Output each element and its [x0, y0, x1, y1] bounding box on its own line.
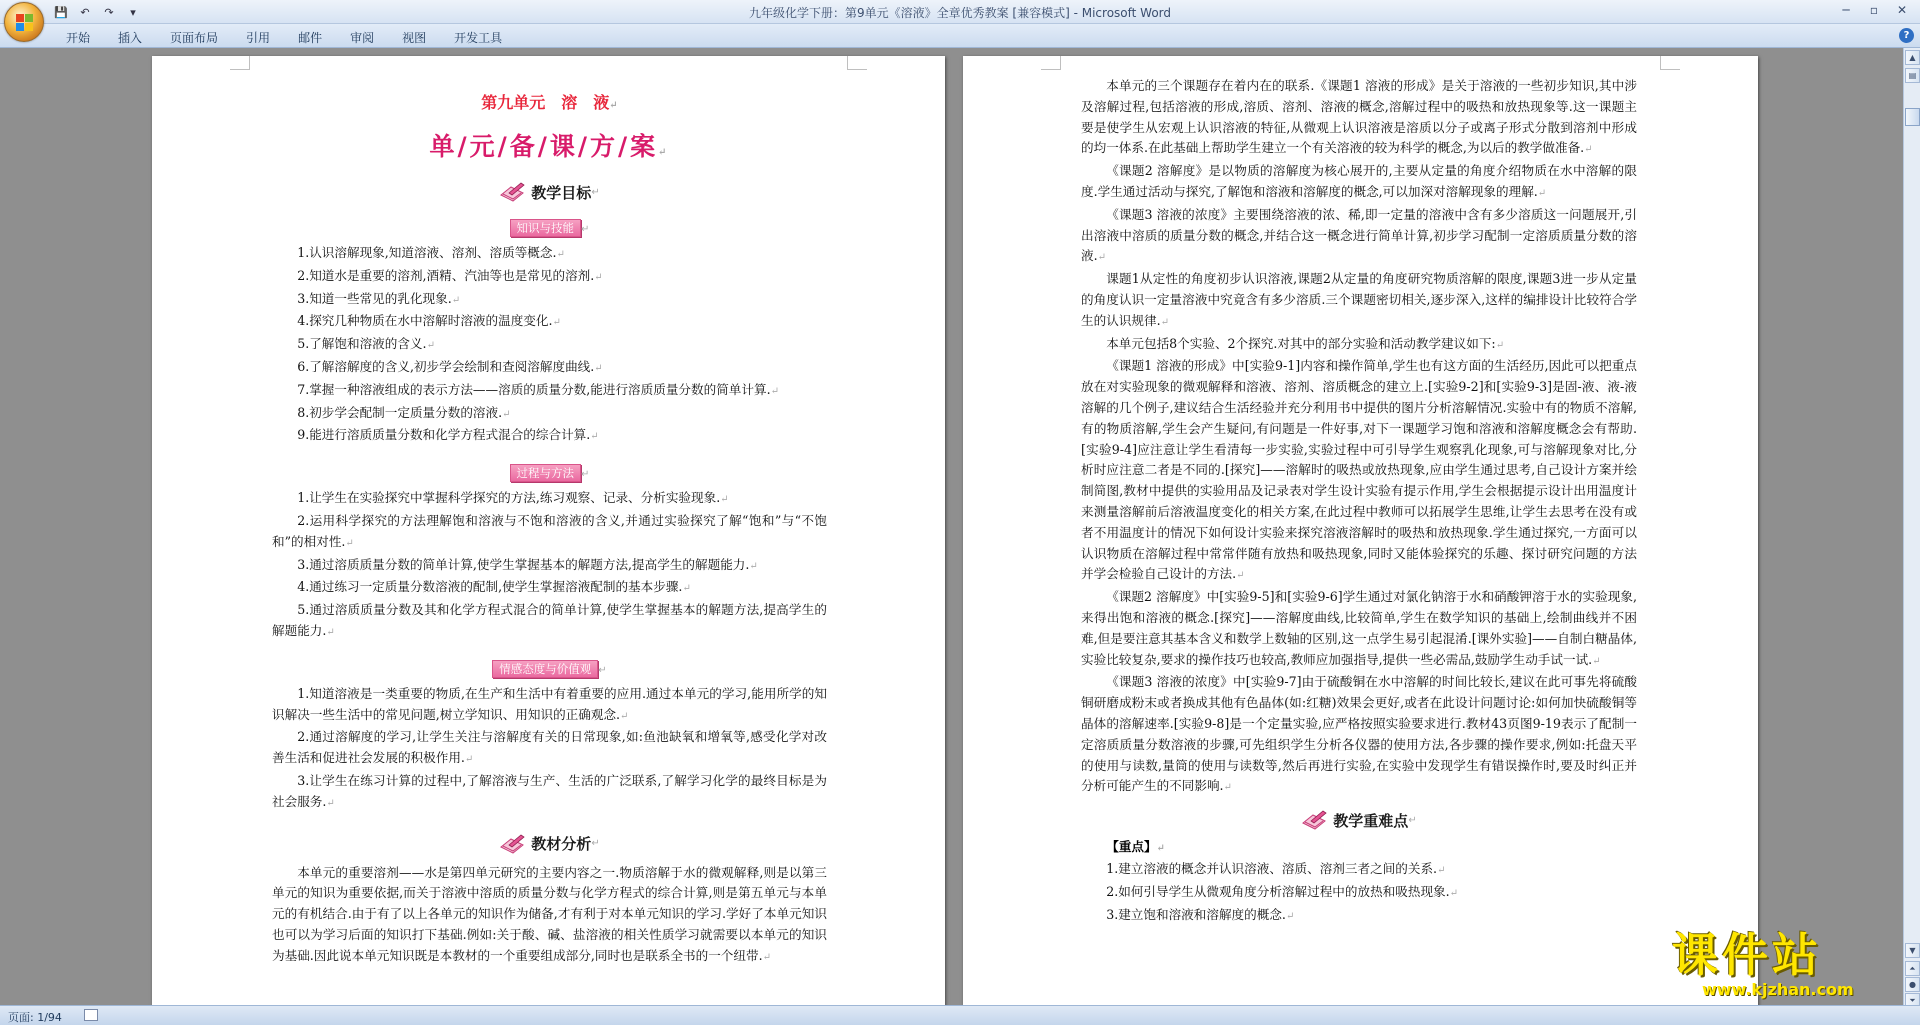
ribbon-tabs: [52, 29, 516, 46]
list-item: 7.掌握一种溶液组成的表示方法——溶质的质量分数,能进行溶质质量分数的简单计算.↵: [297, 381, 779, 397]
list-item: 3.让学生在练习计算的过程中,了解溶液与生产、生活的广泛联系,了解学习化学的最终目标是为社会服务.↵: [272, 772, 827, 809]
tab-insert[interactable]: 插入: [118, 31, 143, 45]
paragraph: 《课题3 溶液的浓度》主要围绕溶液的浓、稀,即一定量的溶液中含有多少溶质这一问题展开,引出溶液中溶质的质量分数的概念,并结合这一概念进行简单计算,初步学习配制一定溶质质量分数的溶液.↵: [1081, 206, 1637, 264]
status-bar: [0, 1005, 1920, 1025]
list-item: 9.能进行溶质质量分数和化学方程式混合的综合计算.↵: [297, 427, 599, 443]
help-icon[interactable]: ?: [1899, 28, 1914, 43]
window-title: 九年级化学下册：第9单元《溶液》全章优秀教案 [兼容模式] - Microsoft Word: [748, 6, 1172, 20]
unit-title: 第九单元 溶 液↵: [481, 93, 618, 112]
paragraph: 本单元的三个课题存在着内在的联系.《课题1 溶液的形成》是关于溶液的一些初步知识,其中涉及溶解过程,包括溶液的形成,溶质、溶剂、溶液的概念,溶解过程中的吸热和放热现象等.这一课题主要是使学生从宏观上认识溶液的特征,从微观上认识溶液是溶质以分子或离子形式分散到溶剂中形成的均一体系.在此基础上帮助学生建立一个有关溶液的较为科学的概念,为以后的教学做准备.↵: [1081, 78, 1637, 156]
list-item: 5.了解饱和溶液的含义.↵: [297, 336, 435, 352]
scroll-up-icon[interactable]: ▲: [1905, 50, 1920, 65]
title-bar: [0, 0, 1920, 24]
tab-page-layout[interactable]: 页面布局: [170, 31, 219, 45]
list-item: 5.通过溶质质量分数及其和化学方程式混合的简单计算,使学生掌握基本的解题方法,提高学生的解题能力.↵: [272, 602, 827, 638]
pen-book-icon: [1301, 809, 1327, 831]
key-points-label: 【重点】↵: [1106, 839, 1165, 855]
tab-mailings[interactable]: 邮件: [298, 31, 323, 45]
list-item: 1.让学生在实验探究中掌握科学探究的方法,练习观察、记录、分析实验现象.↵: [297, 490, 729, 506]
redo-icon[interactable]: ↷: [104, 5, 114, 19]
section-heading-analysis: 教材分析 ↵: [272, 833, 827, 855]
list-item: 2.运用科学探究的方法理解饱和溶液与不饱和溶液的含义,并通过实验探究了解“饱和”与“不饱和”的相对性.↵: [272, 512, 827, 549]
main-title: 单/元/备/课/方/案↵: [429, 132, 670, 161]
page-1-content: 第九单元 溶 液↵ 单/元/备/课/方/案↵ 教学目标 ↵ 知识与技能 ↵ 1.认识溶解现象,知道溶液、溶剂、溶质等概念.↵ 2.知道水是重要的溶剂,酒精、汽油等也是常见的溶剂.↵ 3.知道一些常见的乳化现象.↵ 4.探究几种物质在水中溶解时溶液的温度变化.↵ 5.了解饱和溶液的含义.↵ 6.了解溶解度的含义,初步学会绘制和查阅溶解度曲线.↵ 7.掌握一种溶液组成的表示方法——溶质的质量分数,能进行溶质质量分数的简单计算.↵ 8.初步学会配制一定质量分数的溶液.↵ 9.能进行溶质质量分数和化学方程式混合的综合计算.↵ 过程与方法 ↵ 1.让学生在实验探究中掌握科学探究的方法,练习观察、记录、分析实验现象.↵ 2.运用科学探究的方法理解饱和溶液与不饱和溶液的含义,并通过实验探究了解“饱和”与“不饱和”的相对性.↵ 3.通过溶质质量分数的简单计算,使学生掌握基本的解题方法,提高学生的解题能力.↵ 4.通过练习一定质量分数溶液的配制,使学生掌握溶液配制的基本步骤.↵ 5.通过溶质质量分数及其和化学方程式混合的简单计算,使学生掌握基本的解题方法,提高学生的解题能力.↵ 情感态度与价值观 ↵ 1.知道溶液是一类重要的物质,在生产和生活中有着重要的应用.通过本单元的学习,能用所学的知识解决一些生活中的常见问题,树立学知识、用知识的正确观念.↵ 2.通过溶解度的学习,让学生关注与溶解度有关的日常现象,如:鱼池缺氧和增氧等,感受化学对改善生活和促进社会发展的积极作用.↵ 3.让学生在练习计算的过程中,了解溶液与生产、生活的广泛联系,了解学习化学的最终目标是为社会服务.↵ 教材分析 ↵ 本单元的重要溶剂——水是第四单元研究的主要内容之一.物质溶解于水的微观解释,则是以第三单元的知识为重要依据,而关于溶液中溶质的质量分数与化学方程式的综合计算,则是第五单元与本单元的有机结合.由于有了以上各单元的知识作为储备,才有利于对本单元知识的学习.学好了本单元知识也可以为学习后面的知识打下基础.例如:关于酸、碱、盐溶液的相关性质学习就需要以本单元的知识为基础.因此说本单元知识既是本教材的一个重要组成部分,同时也是联系全书的一个纽带.↵: [272, 86, 827, 969]
document-page-2[interactable]: [963, 56, 1758, 1005]
page-count[interactable]: 页面: 1/94: [8, 1011, 62, 1024]
proofing-icon[interactable]: [84, 1009, 98, 1021]
list-item: 6.了解溶解度的含义,初步学会绘制和查阅溶解度曲线.↵: [297, 358, 603, 374]
office-button[interactable]: [4, 2, 44, 42]
document-page-1[interactable]: [152, 56, 945, 1005]
office-logo-icon: [16, 14, 34, 32]
list-item: 8.初步学会配制一定质量分数的溶液.↵: [297, 404, 511, 420]
knowledge-list: [272, 243, 827, 448]
unit-description-paragraphs: [1081, 76, 1637, 799]
list-item: 2.如何引导学生从微观角度分析溶解过程中的放热和吸热现象.↵: [1106, 883, 1459, 899]
section-heading-objectives: 教学目标 ↵: [272, 181, 827, 203]
close-icon[interactable]: ✕: [1896, 3, 1908, 17]
paragraph: 本单元包括8个实验、2个探究.对其中的部分实验和活动教学建议如下:↵: [1106, 335, 1505, 351]
save-icon[interactable]: 💾: [54, 5, 68, 19]
window-controls: [1832, 0, 1916, 20]
paragraph: 《课题3 溶液的浓度》中[实验9-7]由于硫酸铜在水中溶解的时间比较长,建议在此可事先将硫酸铜研磨成粉末或者换成其他有色晶体(如:红糖)效果会更好,或者在此设计问题讨论:如何加快硫酸铜等晶体的溶解速率.[实验9-8]是一个定量实验,应严格按照实验要求进行.教材43页图9-19表示了配制一定溶质质量分数溶液的步骤,可先组织学生分析各仪器的使用方法,各步骤的操作要求,例如:托盘天平的使用与读数,量筒的使用与读数等,然后再进行实验,在实验中发现学生有错误操作时,要及时纠正并分析可能产生的不同影响.↵: [1081, 674, 1637, 794]
list-item: 2.通过溶解度的学习,让学生关注与溶解度有关的日常现象,如:鱼池缺氧和增氧等,感受化学对改善生活和促进社会发展的积极作用.↵: [272, 729, 827, 766]
tab-review[interactable]: 审阅: [350, 31, 375, 45]
restore-icon[interactable]: ▫: [1869, 3, 1879, 17]
tab-view[interactable]: 视图: [402, 31, 427, 45]
scroll-thumb[interactable]: [1905, 108, 1920, 126]
crop-mark: [230, 56, 250, 70]
tag-emotion-values: 情感态度与价值观: [492, 660, 598, 678]
section-heading-key-points: 教学重难点 ↵: [1081, 809, 1637, 831]
browse-object-icon[interactable]: ●: [1905, 977, 1920, 992]
tag-knowledge-skills: 知识与技能: [510, 219, 582, 237]
list-item: 3.建立饱和溶液和溶解度的概念.↵: [1106, 906, 1295, 922]
key-points-list: [1081, 859, 1637, 927]
pen-book-icon: [499, 833, 525, 855]
tag-process-methods: 过程与方法: [510, 464, 582, 482]
pen-book-icon: [499, 181, 525, 203]
list-item: 4.探究几种物质在水中溶解时溶液的温度变化.↵: [297, 313, 561, 329]
crop-mark: [847, 56, 867, 70]
paragraph: 《课题2 溶解度》是以物质的溶解度为核心展开的,主要从定量的角度介绍物质在水中溶解的限度.学生通过活动与探究,了解饱和溶液和溶解度的概念,可以加深对溶解现象的理解.↵: [1081, 163, 1637, 199]
list-item: 3.知道一些常见的乳化现象.↵: [297, 290, 461, 306]
paragraph: 《课题2 溶解度》中[实验9-5]和[实验9-6]学生通过对氯化钠溶于水和硝酸钾溶于水的实验现象,来得出饱和溶液的概念.[探究]——溶解度曲线,比较简单,学生在数学知识的基础上,绘制曲线并不困难,但是要注意其基本含义和数学上数轴的区别,这一点学生易引起混淆.[课外实验]——自制白糖晶体,实验比较复杂,要求的操作技巧也较高,教师应加强指导,提供一些必需品,鼓励学生动手试一试.↵: [1081, 589, 1637, 667]
undo-icon[interactable]: ↶: [80, 5, 90, 19]
ruler-toggle-icon[interactable]: ▤: [1905, 68, 1920, 83]
ribbon-tab-bar: [0, 24, 1920, 48]
list-item: 3.通过溶质质量分数的简单计算,使学生掌握基本的解题方法,提高学生的解题能力.↵: [297, 556, 758, 572]
tab-home[interactable]: 开始: [66, 31, 91, 45]
analysis-paragraph: 本单元的重要溶剂——水是第四单元研究的主要内容之一.物质溶解于水的微观解释,则是以第三单元的知识为重要依据,而关于溶液中溶质的质量分数与化学方程式的综合计算,则是第五单元与本单元的有机结合.由于有了以上各单元的知识作为储备,才有利于对本单元知识的学习.学好了本单元知识也可以为学习后面的知识打下基础.例如:关于酸、碱、盐溶液的相关性质学习就需要以本单元的知识为基础.因此说本单元知识既是本教材的一个重要组成部分,同时也是联系全书的一个纽带.↵: [272, 864, 827, 963]
watermark-text: 课件站: [1672, 928, 1822, 982]
emotion-list: [272, 684, 827, 815]
list-item: 1.建立溶液的概念并认识溶液、溶质、溶剂三者之间的关系.↵: [1106, 861, 1446, 877]
list-item: 2.知道水是重要的溶剂,酒精、汽油等也是常见的溶剂.↵: [297, 267, 603, 283]
watermark-url: www.kjzhan.com: [1702, 980, 1854, 999]
watermark-logo: [1672, 930, 1904, 1004]
crop-mark: [1041, 56, 1061, 70]
customize-qat-icon[interactable]: ▾: [130, 5, 136, 19]
vertical-scrollbar[interactable]: [1903, 48, 1920, 1005]
previous-page-icon[interactable]: ⏶: [1905, 961, 1920, 976]
paragraph: 《课题1 溶液的形成》中[实验9-1]内容和操作简单,学生也有这方面的生活经历,因此可以把重点放在对实验现象的微观解释和溶液、溶剂、溶质概念的建立上.[实验9-2]和[实验9-3]是固-液、液-液溶解的几个例子,建议结合生活经验并充分利用书中提供的图片分析溶解情况.实验中有的物质不溶解,有的物质溶解,学生会产生疑问,有问题是一件好事,对下一课题学习饱和溶液和溶解度概念会有帮助.[实验9-4]应注意让学生看清每一步实验,实验过程中可引导学生观察乳化现象,可与溶解现象对比,分析时应注意二者是不同的.[探究]——溶解时的吸热或放热现象,应由学生通过思考,自己设计方案并绘制简图,教材中提供的实验用品及记录表对学生设计实验有提示作用,学生会根据提示设计出用温度计来测量溶解前后溶液温度变化的相关方案,在此过程中教师可以拓展学生思维,让学生去思考在没有或者不用温度计的情况下如何设计实验来探究溶液溶解时的吸热和放热现象.学生通过探究,一方面可以认识物质在溶解过程中常常伴随有放热和吸热现象,同时又能体验探究的乐趣、探讨研究问题的方法并学会检验自己设计的方法.↵: [1081, 358, 1637, 582]
document-workspace[interactable]: [0, 48, 1903, 1005]
process-list: [272, 488, 827, 644]
paragraph: 课题1从定性的角度初步认识溶液,课题2从定量的角度研究物质溶解的限度,课题3进一步从定量的角度认识一定量溶液中究竟含有多少溶质.三个课题密切相关,逐步深入,这样的编排设计比较符合学生的认识规律.↵: [1081, 271, 1637, 328]
list-item: 4.通过练习一定质量分数溶液的配制,使学生掌握溶液配制的基本步骤.↵: [297, 579, 691, 595]
minimize-icon[interactable]: ─: [1842, 3, 1850, 17]
list-item: 1.知道溶液是一类重要的物质,在生产和生活中有着重要的应用.通过本单元的学习,能用所学的知识解决一些生活中的常见问题,树立学知识、用知识的正确观念.↵: [272, 685, 827, 722]
scroll-down-icon[interactable]: ▼: [1905, 943, 1920, 958]
crop-mark: [1660, 56, 1680, 70]
tab-developer[interactable]: 开发工具: [454, 31, 503, 45]
next-page-icon[interactable]: ⏷: [1905, 993, 1920, 1008]
list-item: 1.认识溶解现象,知道溶液、溶剂、溶质等概念.↵: [297, 245, 565, 260]
tab-references[interactable]: 引用: [246, 31, 271, 45]
page-2-content: [1081, 76, 1637, 927]
